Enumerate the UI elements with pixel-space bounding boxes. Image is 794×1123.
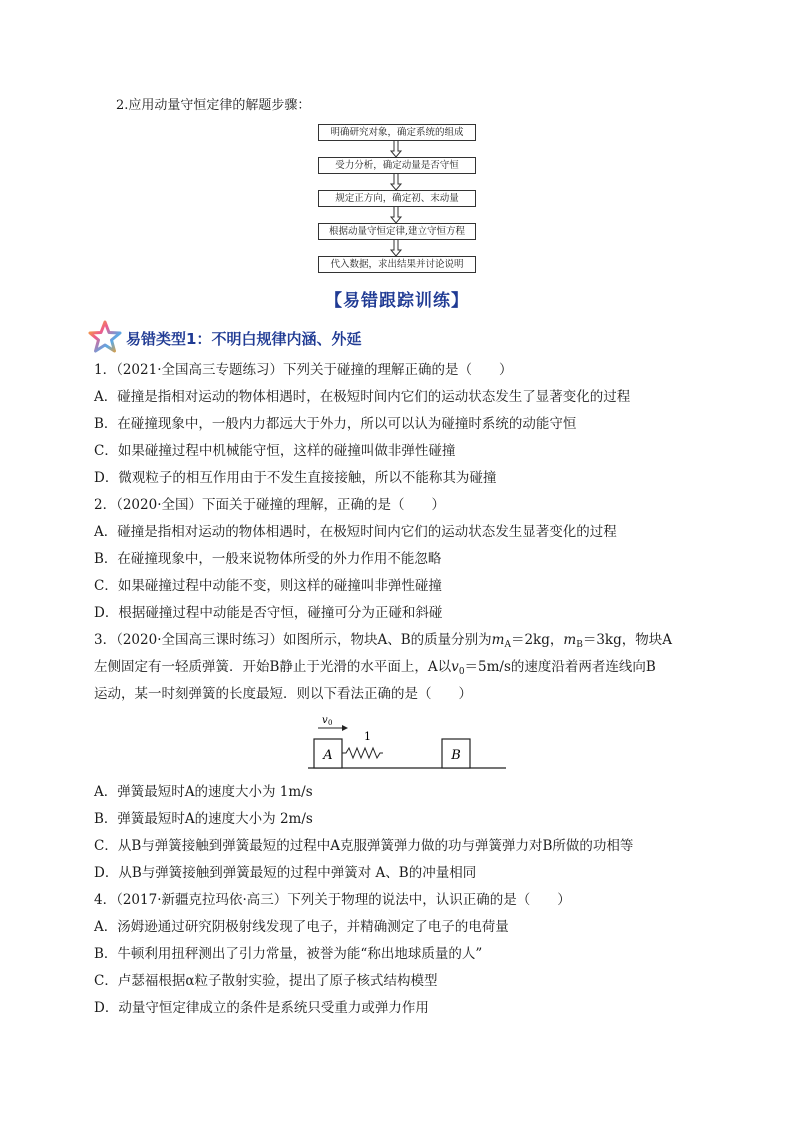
- q1-option-b: B．在碰撞现象中，一般内力都远大于外力，所以可以认为碰撞时系统的动能守恒: [94, 416, 577, 432]
- flow-step-1: 明确研究对象，确定系统的组成: [318, 124, 476, 141]
- intro-text: 2.应用动量守恒定律的解题步骤：: [116, 98, 311, 113]
- velocity-subscript: 0: [328, 719, 333, 727]
- down-arrow-icon: [388, 239, 404, 257]
- q2-option-a: A．碰撞是指相对运动的物体相遇时，在极短时间内它们的运动状态发生显著变化的过程: [94, 524, 617, 540]
- q1-option-d: D．微观粒子的相互作用由于不发生直接接触，所以不能称其为碰撞: [94, 470, 497, 486]
- q3-stem-line-1: 3．（2020·全国高三课时练习）如图所示，物块A、B的质量分别为$m_A=2kg$，$m_B=3kg$，物块A: [94, 632, 672, 650]
- q4-option-c: C．卢瑟福根据α粒子散射实验，提出了原子核式结构模型: [94, 973, 438, 989]
- q1-option-c: C．如果碰撞过程中机械能守恒，这样的碰撞叫做非弹性碰撞: [94, 443, 456, 459]
- velocity-label: v: [322, 715, 328, 726]
- flow-step-3: 规定正方向，确定初、末动量: [318, 190, 476, 207]
- down-arrow-icon: [388, 140, 404, 158]
- q3-option-d: D．从B与弹簧接触到弹簧最短的过程中弹簧对 A、B的冲量相同: [94, 865, 477, 881]
- q4-option-d: D．动量守恒定律成立的条件是系统只受重力或弹力作用: [94, 1000, 429, 1016]
- q2-option-b: B．在碰撞现象中，一般来说物体所受的外力作用不能忽略: [94, 551, 442, 567]
- star-icon: [88, 320, 122, 354]
- spring-block-figure: [308, 712, 508, 772]
- q3-option-b: B．弹簧最短时A的速度大小为 2m/s: [94, 811, 313, 827]
- flow-step-5: 代入数据，求出结果并讨论说明: [318, 256, 476, 273]
- error-type-heading: 易错类型1：不明白规律内涵、外延: [126, 330, 362, 348]
- q3-stem-line-3: 运动，某一时刻弹簧的长度最短．则以下看法正确的是（ ）: [94, 686, 472, 702]
- spring: [342, 748, 383, 758]
- q4-option-a: A．汤姆逊通过研究阴极射线发现了电子，并精确测定了电子的电荷量: [94, 919, 509, 935]
- q2-stem: 2．（2020·全国）下面关于碰撞的理解，正确的是（ ）: [94, 497, 445, 513]
- q3-option-a: A．弹簧最短时A的速度大小为 1m/s: [94, 784, 313, 800]
- spring-label: 1: [364, 730, 371, 743]
- solution-steps-flowchart: [318, 124, 476, 272]
- down-arrow-icon: [388, 206, 404, 224]
- q4-stem: 4．（2017·新疆克拉玛依·高三）下列关于物理的说法中，认识正确的是（ ）: [94, 892, 571, 908]
- q1-option-a: A．碰撞是指相对运动的物体相遇时，在极短时间内它们的运动状态发生了显著变化的过程: [94, 389, 631, 405]
- flow-step-4: 根据动量守恒定律,建立守恒方程: [318, 223, 476, 240]
- section-title: 【易错跟踪训练】: [325, 291, 469, 311]
- q4-option-b: B．牛顿利用扭秤测出了引力常量，被誉为能“称出地球质量的人”: [94, 946, 483, 962]
- block-b-label: B: [451, 748, 461, 763]
- q3-stem-line-2: 左侧固定有一轻质弹簧．开始B静止于光滑的水平面上，A以$v_0=5m/s$的速度沿着两者连线向B: [94, 659, 656, 677]
- q2-option-d: D．根据碰撞过程中动能是否守恒，碰撞可分为正碰和斜碰: [94, 605, 443, 621]
- down-arrow-icon: [388, 173, 404, 191]
- q1-stem: 1．（2021·全国高三专题练习）下列关于碰撞的理解正确的是（ ）: [94, 362, 513, 378]
- q2-option-c: C．如果碰撞过程中动能不变，则这样的碰撞叫非弹性碰撞: [94, 578, 442, 594]
- block-a-label: A: [323, 748, 333, 763]
- q3-option-c: C．从B与弹簧接触到弹簧最短的过程中A克服弹簧弹力做的功与弹簧弹力对B所做的功相等: [94, 838, 634, 854]
- flow-step-2: 受力分析，确定动量是否守恒: [318, 157, 476, 174]
